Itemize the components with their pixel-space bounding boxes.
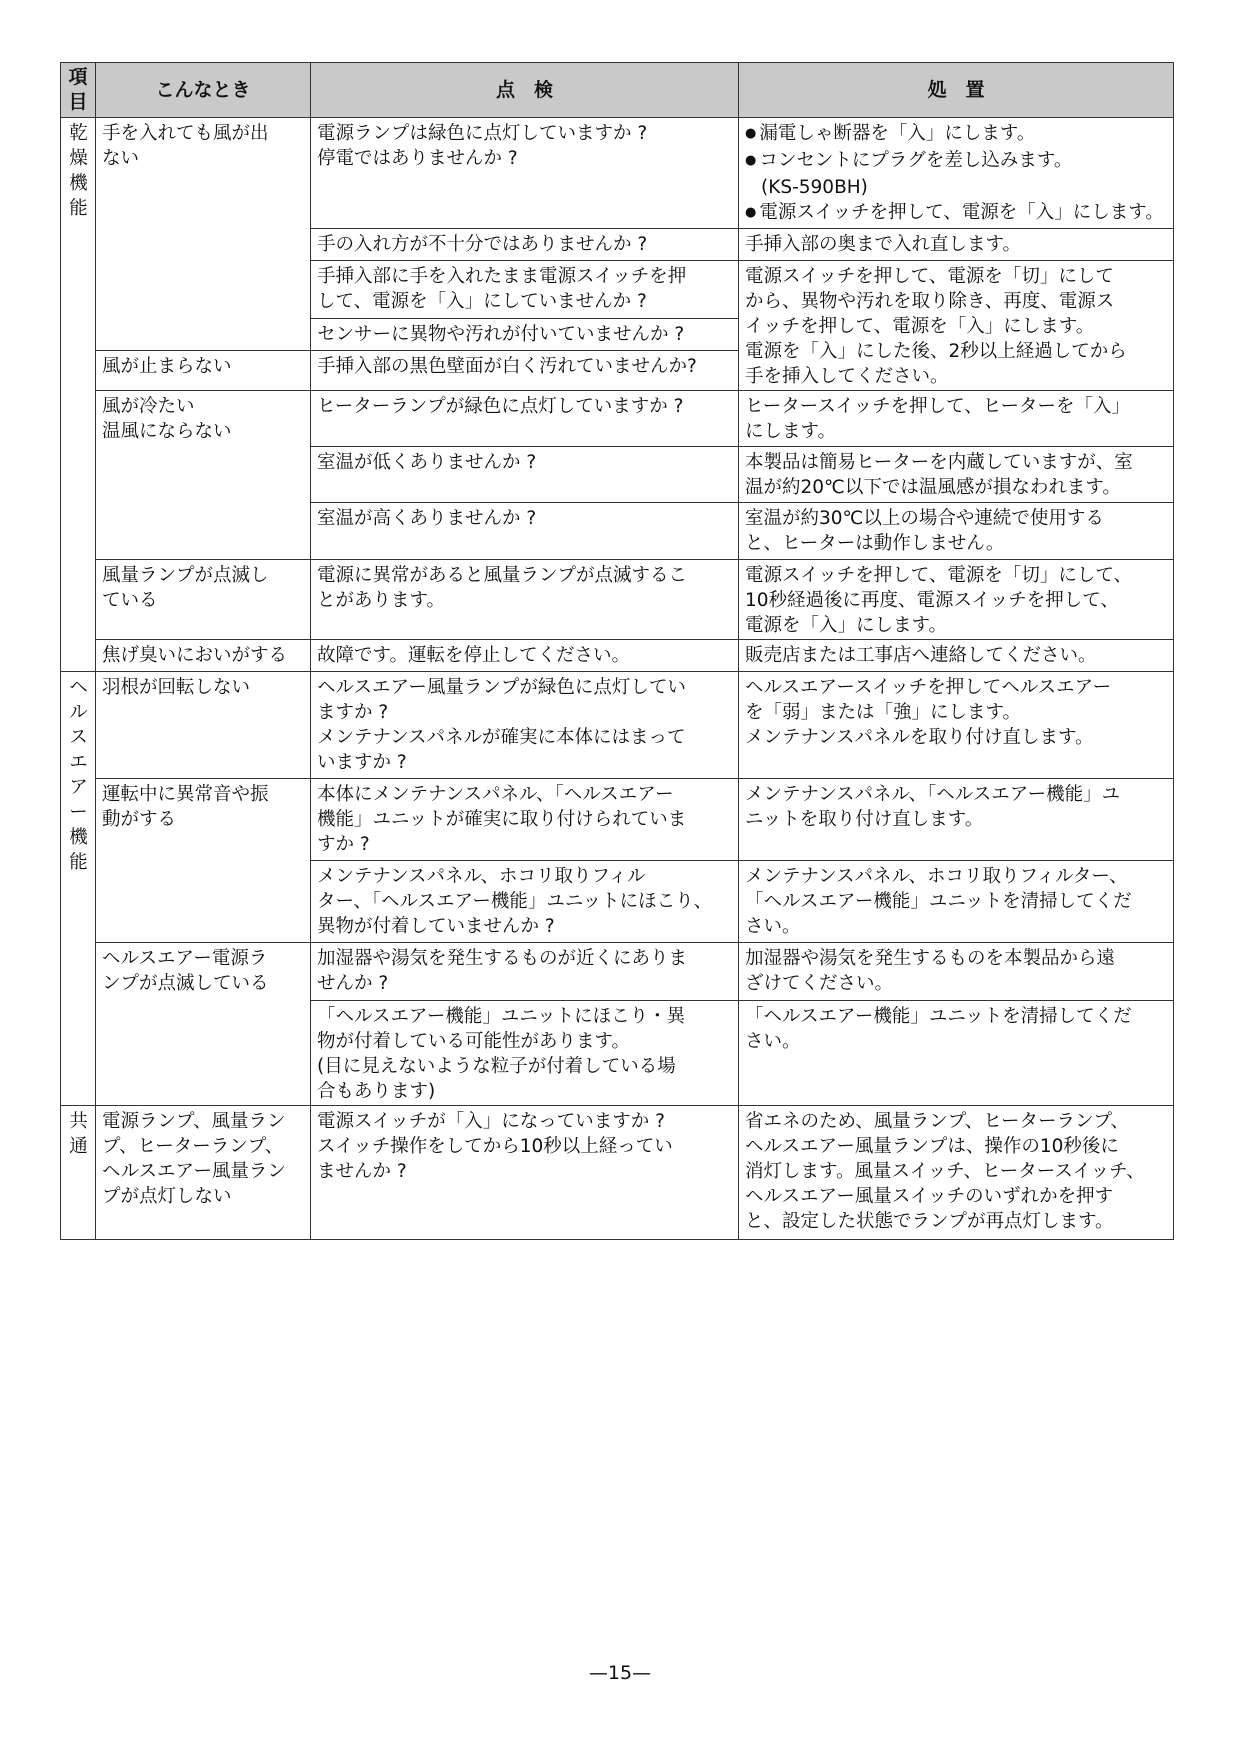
table-row xyxy=(61,560,1174,640)
remedy-cell: メンテナンスパネル、ホコリ取りフィルター、 「ヘルスエアー機能」ユニットを清掃してくだ さい。 xyxy=(739,861,1174,943)
check-cell: メンテナンスパネル、ホコリ取りフィル ター、「ヘルスエアー機能」ユニットにほこり、 異物が付着していませんか ? xyxy=(311,861,739,943)
check-cell: 電源ランプは緑色に点灯していますか ? 停電ではありませんか ? xyxy=(311,118,739,229)
check-cell: センサーに異物や汚れが付いていませんか ? xyxy=(311,319,739,351)
check-cell: 室温が高くありませんか ? xyxy=(311,503,739,560)
page-number: —15— xyxy=(588,1662,652,1684)
remedy-cell: 室温が約30℃以上の場合や連続で使用する と、ヒーターは動作しません。 xyxy=(739,503,1174,560)
check-cell: 電源スイッチが「入」になっていますか ? スイッチ操作をしてから10秒以上経ってい ませんか ? xyxy=(311,1106,739,1240)
remedy-cell: 手挿入部の奥まで入れ直します。 xyxy=(739,229,1174,261)
situation-cell: 手を入れても風が出 ない xyxy=(96,118,311,351)
troubleshooting-table xyxy=(60,62,1174,1240)
category-common: 共通 xyxy=(61,1106,96,1240)
situation-cell: 電源ランプ、風量ラン プ、ヒーターランプ、 ヘルスエアー風量ラン プが点灯しない xyxy=(96,1106,311,1240)
table-row xyxy=(61,640,1174,672)
header-item: 項目 xyxy=(61,63,96,118)
remedy-cell: 省エネのため、風量ランプ、ヒーターランプ、 ヘルスエアー風量ランプは、操作の10秒後に 消灯します。風量スイッチ、ヒータースイッチ、 ヘルスエアー風量スイッチのいずれかを押す と、設定した状態でランプが再点灯します。 xyxy=(739,1106,1174,1240)
table-row xyxy=(61,779,1174,861)
remedy-cell: メンテナンスパネル、「ヘルスエアー機能」ユ ニットを取り付け直します。 xyxy=(739,779,1174,861)
header-situation: こんなとき xyxy=(96,63,311,118)
table-row xyxy=(61,943,1174,1001)
table-row xyxy=(61,672,1174,779)
category-dry: 乾燥機能 xyxy=(61,118,96,672)
remedy-cell: 電源スイッチを押して、電源を「切」にして から、異物や汚れを取り除き、再度、電源ス イッチを押して、電源を「入」にします。 電源を「入」にした後、2秒以上経過してから 手を挿入してください。 xyxy=(739,261,1174,391)
check-cell: 室温が低くありませんか ? xyxy=(311,447,739,503)
situation-cell: 焦げ臭いにおいがする xyxy=(96,640,311,672)
check-cell: 電源に異常があると風量ランプが点滅するこ とがあります。 xyxy=(311,560,739,640)
remedy-cell: 「ヘルスエアー機能」ユニットを清掃してくだ さい。 xyxy=(739,1001,1174,1106)
table-row xyxy=(61,1106,1174,1240)
table-row xyxy=(61,391,1174,447)
table-header-row xyxy=(61,63,1174,118)
check-cell: 本体にメンテナンスパネル、「ヘルスエアー 機能」ユニットが確実に取り付けられていま すか ? xyxy=(311,779,739,861)
situation-cell: 風が冷たい 温風にならない xyxy=(96,391,311,560)
header-check: 点 検 xyxy=(311,63,739,118)
check-cell: 手の入れ方が不十分ではありませんか ? xyxy=(311,229,739,261)
check-cell: 加湿器や湯気を発生するものが近くにありま せんか ? xyxy=(311,943,739,1001)
situation-cell: ヘルスエアー電源ラ ンプが点滅している xyxy=(96,943,311,1106)
remedy-cell: 本製品は簡易ヒーターを内蔵していますが、室 温が約20℃以下では温風感が損なわれます。 xyxy=(739,447,1174,503)
check-cell: ヘルスエアー風量ランプが緑色に点灯してい ますか ? メンテナンスパネルが確実に本体にはまって いますか ? xyxy=(311,672,739,779)
check-cell: 手挿入部に手を入れたまま電源スイッチを押 して、電源を「入」にしていませんか ? xyxy=(311,261,739,319)
check-cell: 故障です。運転を停止してください。 xyxy=(311,640,739,672)
remedy-cell: ● 漏電しゃ断器を「入」にします。 ● コンセントにプラグを差し込みます。 (KS-590BH) ● 電源スイッチを押して、電源を「入」にします。 xyxy=(739,118,1174,229)
check-cell: 「ヘルスエアー機能」ユニットにほこり・異 物が付着している可能性があります。 (目に見えないような粒子が付着している場 合もあります) xyxy=(311,1001,739,1106)
remedy-cell: 販売店または工事店へ連絡してください。 xyxy=(739,640,1174,672)
remedy-cell: 電源スイッチを押して、電源を「切」にして、 10秒経過後に再度、電源スイッチを押して、 電源を「入」にします。 xyxy=(739,560,1174,640)
situation-cell: 風量ランプが点滅し ている xyxy=(96,560,311,640)
remedy-cell: ヘルスエアースイッチを押してヘルスエアー を「弱」または「強」にします。 メンテナンスパネルを取り付け直します。 xyxy=(739,672,1174,779)
category-health-air: ヘルスエアー機能 xyxy=(61,672,96,1106)
remedy-cell: ヒータースイッチを押して、ヒーターを「入」 にします。 xyxy=(739,391,1174,447)
table-row xyxy=(61,118,1174,229)
situation-cell: 羽根が回転しない xyxy=(96,672,311,779)
situation-cell: 風が止まらない xyxy=(96,351,311,391)
check-cell: 手挿入部の黒色壁面が白く汚れていませんか? xyxy=(311,351,739,391)
check-cell: ヒーターランプが緑色に点灯していますか ? xyxy=(311,391,739,447)
header-remedy: 処 置 xyxy=(739,63,1174,118)
remedy-cell: 加湿器や湯気を発生するものを本製品から遠 ざけてください。 xyxy=(739,943,1174,1001)
situation-cell: 運転中に異常音や振 動がする xyxy=(96,779,311,943)
